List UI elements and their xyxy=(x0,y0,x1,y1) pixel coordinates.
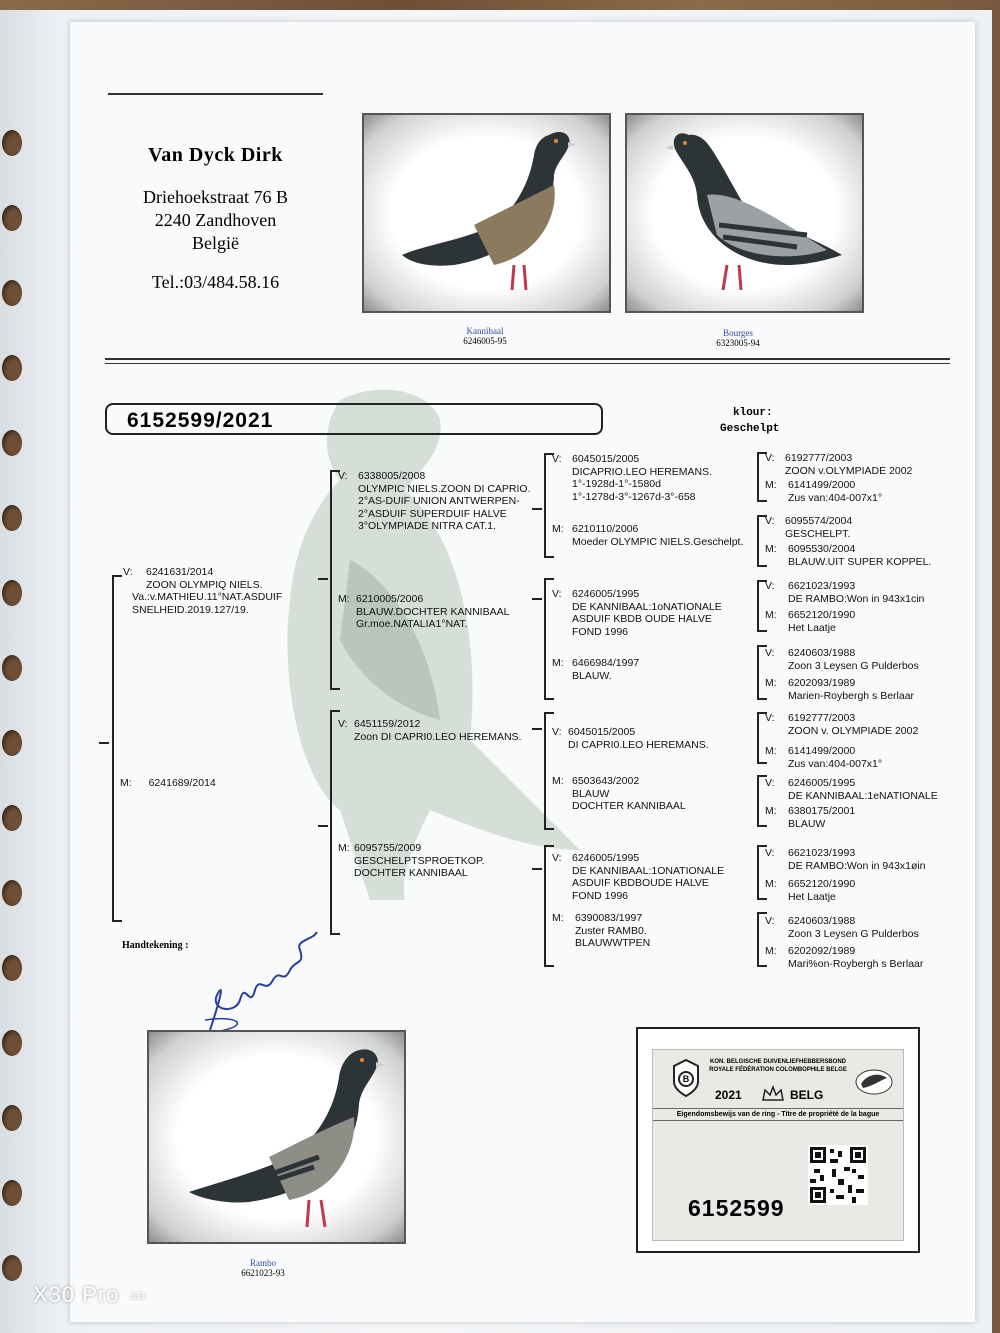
pedigree-line: 6451159/2012 xyxy=(354,718,421,730)
gen3-entry xyxy=(552,852,752,902)
punch-hole xyxy=(2,655,22,681)
pedigree-line: DE RAMBO:Won in 943x1øin xyxy=(788,859,926,872)
pedigree-line: Moeder OLYMPIC NIELS.Geschelpt. xyxy=(572,535,744,548)
pedigree-line: FOND 1996 xyxy=(572,625,629,638)
bracket-gen4 xyxy=(757,712,759,764)
pedigree-line: 1°-1928d-1°-1580d xyxy=(572,478,661,490)
pedigree-line: 6141499/2000 xyxy=(788,745,856,757)
sex-tag: M: xyxy=(765,543,777,555)
ring-country: BELG xyxy=(790,1088,824,1102)
sex-tag: M: xyxy=(765,745,777,757)
bracket-gen2-bottom xyxy=(330,710,332,935)
pedigree-line: BLAUW.DOCHTER KANNIBAAL xyxy=(356,605,510,618)
pedigree-line: 6095530/2004 xyxy=(788,543,856,555)
gen2-entry xyxy=(338,470,538,533)
bracket-gen4 xyxy=(757,452,759,502)
pedigree-line: 6466984/1997 xyxy=(572,657,640,669)
sex-tag: V: xyxy=(765,915,775,927)
sex-tag: M: xyxy=(338,842,350,854)
gen4-entry xyxy=(765,945,965,970)
punch-hole xyxy=(2,1030,22,1056)
punch-hole xyxy=(2,505,22,531)
sex-tag: V: xyxy=(765,647,775,659)
pedigree-line: 6390083/1997 xyxy=(575,912,643,924)
punch-hole xyxy=(2,130,22,156)
pedigree-line: Het Laatje xyxy=(788,621,836,634)
pedigree-line: 6045015/2005 xyxy=(568,726,636,738)
pedigree-line: 6240603/1988 xyxy=(788,915,856,927)
gen4-entry xyxy=(765,515,965,540)
gen4-entry xyxy=(765,543,965,568)
gen3-entry xyxy=(552,588,752,638)
caption-bourges xyxy=(688,328,788,348)
pedigree-line: 6095574/2004 xyxy=(785,515,853,527)
pedigree-line: 6192777/2003 xyxy=(785,452,853,464)
owner-street: Driehoekstraat 76 B xyxy=(143,187,288,207)
punch-hole xyxy=(2,1180,22,1206)
pedigree-line: 6192777/2003 xyxy=(788,712,856,724)
header-rule xyxy=(108,93,323,95)
sex-tag: M: xyxy=(552,775,564,787)
bracket-gen3 xyxy=(544,845,546,967)
gen4-entry xyxy=(765,479,965,504)
pedigree-line: 6210110/2006 xyxy=(572,523,639,535)
pedigree-line: GESCHELPTSPROETKOP. xyxy=(354,854,485,867)
gen4-entry xyxy=(765,712,965,737)
pigeon-image xyxy=(149,1032,404,1242)
gen2-entry xyxy=(338,593,538,631)
qr-code-icon xyxy=(808,1145,868,1205)
pedigree-line: 1°-1278d-3°-1267d-3°-658 xyxy=(572,490,696,503)
pedigree-line: 6141499/2000 xyxy=(788,479,856,491)
color-value: Geschelpt xyxy=(720,423,780,435)
sex-tag: M: xyxy=(765,677,777,689)
pedigree-line: 6652120/1990 xyxy=(788,609,856,621)
bracket-gen3 xyxy=(544,453,546,558)
punch-hole xyxy=(2,205,22,231)
pedigree-line: 6045015/2005 xyxy=(572,453,640,465)
gen3-entry xyxy=(552,775,752,813)
pedigree-line: Zus van:404-007x1° xyxy=(788,491,883,504)
pedigree-line: DE RAMBO:Won in 943x1cin xyxy=(788,592,925,605)
gen4-entry xyxy=(765,580,965,605)
pedigree-line: 6246005/1995 xyxy=(572,588,640,600)
pedigree-line: 6240603/1988 xyxy=(788,647,856,659)
pedigree-line: DICAPRIO.LEO HEREMANS. xyxy=(572,465,713,478)
punch-hole xyxy=(2,430,22,456)
pedigree-line: DOCHTER KANNIBAAL xyxy=(572,800,686,812)
gen2-entry xyxy=(338,842,538,880)
ring-ownership-card xyxy=(636,1027,920,1253)
pedigree-line: 6503643/2002 xyxy=(572,775,640,787)
pedigree-line: 6621023/1993 xyxy=(788,847,856,859)
pedigree-line: BLAUW. xyxy=(572,669,612,682)
caption-name: Rambo xyxy=(250,1258,276,1268)
pedigree-line: ZOON v.OLYMPIADE 2002 xyxy=(785,464,913,477)
pedigree-line: BLAUWWTPEN xyxy=(575,937,651,949)
punch-hole xyxy=(2,1105,22,1131)
sex-tag: M: xyxy=(338,593,350,605)
punch-hole xyxy=(2,880,22,906)
gen3-entry xyxy=(552,912,752,950)
owner-name: Van Dyck Dirk xyxy=(148,144,283,166)
bracket-gen1 xyxy=(112,575,114,922)
pedigree-line: 2°AS-DUIF UNION ANTWERPEN- xyxy=(358,495,520,507)
ring-year: 2021 xyxy=(715,1088,742,1102)
gen2-entry xyxy=(338,718,538,743)
pedigree-line: 6202092/1989 xyxy=(788,945,856,957)
pedigree-line: Zoon DI CAPRI0.LEO HEREMANS. xyxy=(354,730,522,743)
sex-tag: M: xyxy=(765,945,777,957)
pedigree-line: 6246005/1995 xyxy=(788,777,856,789)
gen4-entry xyxy=(765,777,965,802)
gen4-entry xyxy=(765,452,965,477)
bracket-gen3 xyxy=(544,578,546,700)
pedigree-line: ZOON OLYMPIQ NIELS. xyxy=(146,578,263,591)
caption-kannibaal xyxy=(435,326,535,346)
photo-bourges xyxy=(625,113,864,313)
bracket-gen4 xyxy=(757,775,759,827)
sex-tag: V: xyxy=(123,566,133,578)
pedigree-line: 2°ASDUIF SUPERDUIF HALVE xyxy=(358,507,507,520)
sex-tag: V: xyxy=(552,852,562,864)
pedigree-line: 6621023/1993 xyxy=(788,580,856,592)
pedigree-line: DE KANNIBAAL:1ONATIONALE xyxy=(572,864,725,877)
signature-label: Handtekening : xyxy=(122,940,189,951)
svg-text:B: B xyxy=(682,1074,690,1084)
camera-model: X30 Pro xyxy=(33,1282,120,1307)
ring-card-inner xyxy=(652,1049,904,1241)
pedigree-line: Zus van:404-007x1° xyxy=(788,757,883,770)
sex-tag: M: xyxy=(120,777,132,789)
pedigree-line: Het Laatje xyxy=(788,890,836,903)
bracket-gen3 xyxy=(544,712,546,830)
org-name-fr: ROYALE FÉDÉRATION COLOMBOPHILE BELGE xyxy=(709,1067,847,1073)
bracket-gen4 xyxy=(757,580,759,632)
owner-phone: Tel.:03/484.58.16 xyxy=(151,272,280,292)
caption-ring: 6621023-93 xyxy=(241,1268,285,1278)
pedigree-line: 6210005/2006 xyxy=(356,593,424,605)
owner-city: 2240 Zandhoven xyxy=(154,210,277,230)
kbdb-crest-icon xyxy=(671,1058,701,1098)
pedigree-line: 6241631/2014 xyxy=(146,566,214,578)
gen3-entry xyxy=(552,726,752,751)
owner-country: België xyxy=(192,233,239,253)
pedigree-line: GESCHELPT. xyxy=(785,527,851,540)
punch-hole xyxy=(2,730,22,756)
pigeon-image xyxy=(627,115,862,311)
pedigree-line: Va.:v.MATHIEU.11°NAT.ASDUIF xyxy=(132,591,283,603)
sex-tag: M: xyxy=(552,523,564,535)
gen4-entry xyxy=(765,609,965,634)
caption-ring: 6246005-95 xyxy=(463,336,507,346)
pedigree-line: 6338005/2008 xyxy=(358,470,426,482)
gen3-entry xyxy=(552,523,762,548)
pedigree-line: SNELHEID.2019.127/19. xyxy=(132,603,249,616)
sex-tag: V: xyxy=(338,470,348,482)
pedigree-line: 6246005/1995 xyxy=(572,852,640,864)
pedigree-line: Marien-Roybergh s Berlaar xyxy=(788,689,915,702)
pedigree-line: ASDUIF KBDBOUDE HALVE xyxy=(572,877,709,889)
sex-tag: V: xyxy=(765,712,775,724)
caption-name: Bourges xyxy=(723,328,753,338)
pedigree-line: DE KANNIBAAL:1oNATIONALE xyxy=(572,600,722,613)
gen4-entry xyxy=(765,805,965,830)
pedigree-line: Zoon 3 Leysen G Pulderbos xyxy=(788,927,919,940)
gen1-father xyxy=(123,566,323,616)
punch-hole xyxy=(2,955,22,981)
pedigree-line: DOCHTER KANNIBAAL xyxy=(354,867,468,879)
punch-hole xyxy=(2,280,22,306)
header-divider xyxy=(105,358,950,360)
pigeon-image xyxy=(364,115,609,311)
gen4-entry xyxy=(765,915,965,940)
pigeon-logo-icon xyxy=(853,1062,895,1096)
sex-tag: V: xyxy=(765,452,775,464)
bracket-gen4 xyxy=(757,912,759,967)
pedigree-line: ASDUIF KBDB OUDE HALVE xyxy=(572,613,712,625)
pigeon-ring-number: 6152599/2021 xyxy=(127,409,274,432)
gen4-entry xyxy=(765,878,965,903)
pedigree-line: BLAUW xyxy=(788,817,826,830)
pedigree-line: OLYMPIC NIELS.ZOON DI CAPRIO. xyxy=(358,482,531,495)
sex-tag: V: xyxy=(338,718,348,730)
pedigree-line: Zuster RAMB0. xyxy=(575,924,647,937)
sex-tag: M: xyxy=(765,878,777,890)
bracket-tick xyxy=(99,742,109,744)
pedigree-line: 6095755/2009 xyxy=(354,842,422,854)
pedigree-line: BLAUW xyxy=(572,787,610,800)
sex-tag: V: xyxy=(765,847,775,859)
pedigree-line: Mari%on-Roybergh s Berlaar xyxy=(788,957,924,970)
gen4-entry xyxy=(765,677,965,702)
caption-rambo xyxy=(213,1258,313,1278)
gen3-entry xyxy=(552,657,752,682)
gen4-entry xyxy=(765,647,965,672)
ring-card-title: Eigendomsbewijs van de ring - Titre de propriété de la bague xyxy=(653,1108,903,1121)
sex-tag: V: xyxy=(765,777,775,789)
owner-block xyxy=(108,144,323,293)
sex-tag: V: xyxy=(765,515,775,527)
caption-name: Kannibaal xyxy=(466,326,504,336)
punch-hole xyxy=(2,580,22,606)
color-label: klour: xyxy=(733,407,773,419)
bracket-tick xyxy=(318,825,328,827)
pedigree-line: 6380175/2001 xyxy=(788,805,856,817)
gen1-mother xyxy=(120,777,320,790)
sex-tag: M: xyxy=(765,805,777,817)
sex-tag: M: xyxy=(765,479,777,491)
pedigree-line: Zoon 3 Leysen G Pulderbos xyxy=(788,659,919,672)
crown-icon xyxy=(761,1084,785,1104)
ring-card-number: 6152599 xyxy=(688,1195,785,1221)
org-name-nl: KON. BELGISCHE DUIVENLIEFHEBBERSBOND xyxy=(709,1059,846,1065)
sex-tag: V: xyxy=(552,453,562,465)
gen4-entry xyxy=(765,745,965,770)
pedigree-line: FOND 1996 xyxy=(572,889,629,902)
caption-ring: 6323005-94 xyxy=(716,338,760,348)
sex-tag: V: xyxy=(552,588,562,600)
pedigree-line: ZOON v. OLYMPIADE 2002 xyxy=(788,724,919,737)
pedigree-line: BLAUW.UIT SUPER KOPPEL. xyxy=(788,555,932,568)
sex-tag: V: xyxy=(765,580,775,592)
punch-hole xyxy=(2,355,22,381)
sex-tag: V: xyxy=(552,726,562,738)
sex-tag: M: xyxy=(765,609,777,621)
sex-tag: M: xyxy=(552,657,564,669)
gen4-entry xyxy=(765,847,965,872)
pedigree-line: 3°OLYMPIADE NITRA CAT.1. xyxy=(358,520,497,532)
handwritten-signature xyxy=(195,920,335,1040)
header-divider-thin xyxy=(105,363,950,364)
punch-hole xyxy=(2,805,22,831)
pedigree-line: 6652120/1990 xyxy=(788,878,856,890)
gen3-entry xyxy=(552,453,752,503)
bracket-gen2-top xyxy=(330,470,332,690)
pedigree-line: 6241689/2014 xyxy=(148,777,216,789)
pedigree-line: Gr.moe.NATALIA1°NAT. xyxy=(356,618,468,630)
photo-rambo xyxy=(147,1030,406,1244)
bracket-gen4 xyxy=(757,645,759,700)
sex-tag: M: xyxy=(552,912,564,924)
bracket-gen4 xyxy=(757,845,759,900)
punch-hole xyxy=(2,1255,22,1281)
ring-number-box xyxy=(105,403,603,435)
network-badge: 5G xyxy=(127,1290,150,1303)
pedigree-line: DE KANNIBAAL:1eNATIONALE xyxy=(788,789,938,802)
pedigree-line: DI CAPRI0.LEO HEREMANS. xyxy=(568,738,709,751)
pedigree-line: 6202093/1989 xyxy=(788,677,856,689)
camera-watermark xyxy=(33,1282,150,1308)
photo-kannibaal xyxy=(362,113,611,313)
